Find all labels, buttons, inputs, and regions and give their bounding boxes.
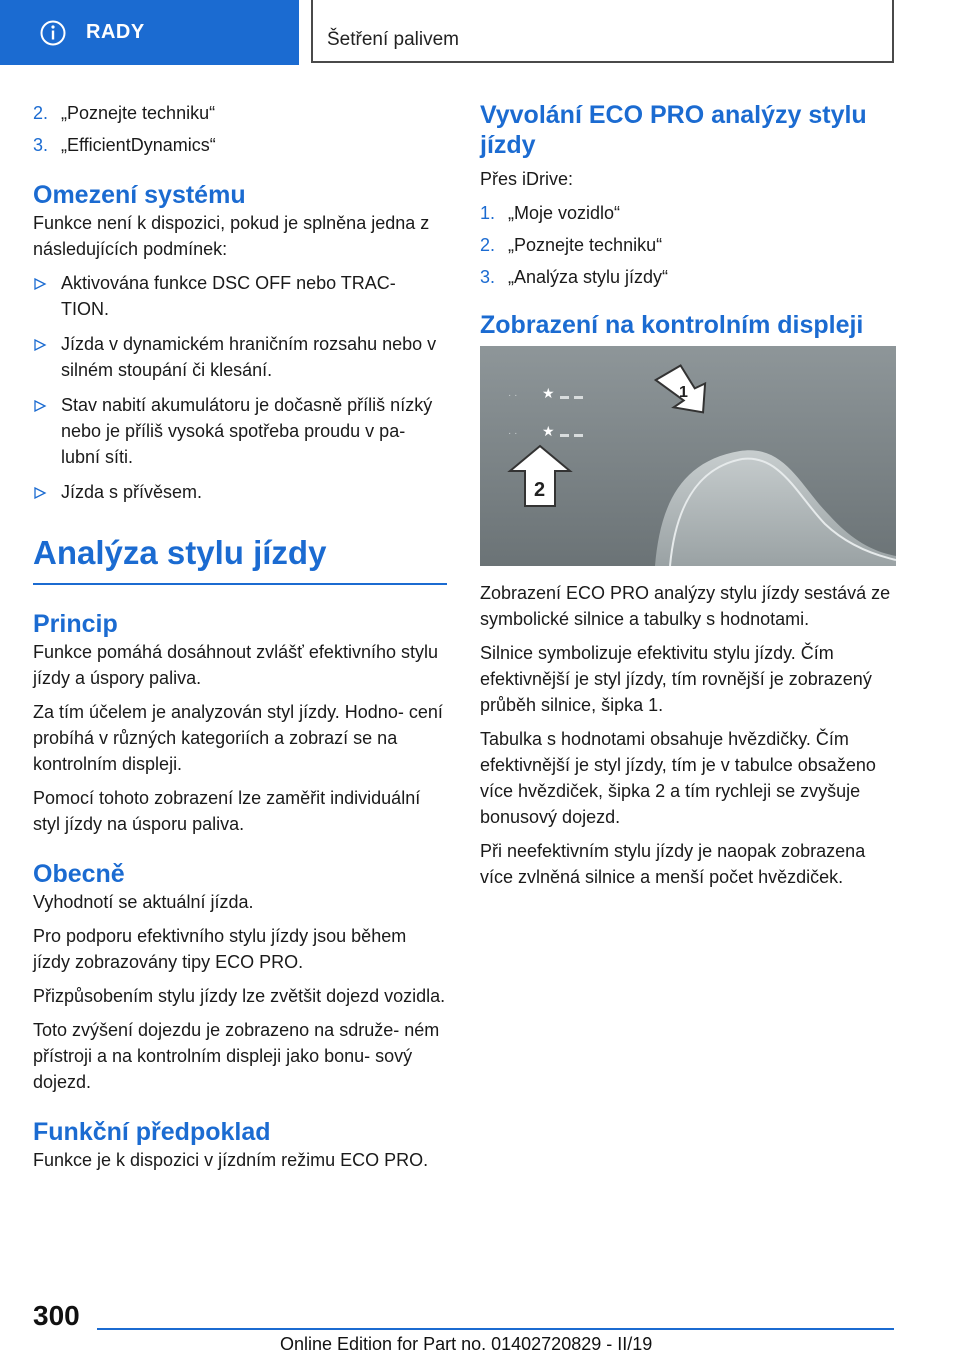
triangle-bullet-icon — [33, 339, 47, 351]
svg-text:2: 2 — [534, 479, 546, 501]
header-tab-label: RADY — [86, 21, 145, 43]
left-column — [33, 100, 447, 1181]
list-item: Aktivována funkce DSC OFF nebo TRAC‐ TION. — [33, 270, 447, 322]
heading-vyvolani: Vyvolání ECO PRO analýzy stylu jízdy — [480, 101, 867, 159]
section-rule — [33, 583, 447, 585]
svg-text:★: ★ — [542, 423, 555, 439]
eco-pro-display-figure — [480, 346, 896, 566]
section-title: Analýza stylu jízdy — [33, 534, 327, 571]
omezeni-list — [33, 270, 447, 505]
list-item: Jízda v dynamickém hraničním rozsahu nebo v silném stoupání či klesání. — [33, 331, 447, 383]
footer-edition: Online Edition for Part no. 01402720829 - II/19 — [280, 1334, 653, 1354]
svg-text:· ·: · · — [508, 390, 518, 401]
obecne-p2: Pro podporu efektivního stylu jízdy jsou během jízdy zobrazovány tipy ECO PRO. — [33, 926, 407, 972]
zobrazeni-p2: Silnice symbolizuje efektivitu stylu jízdy. Čím efektivnější je styl jízdy, tím rovnější je zobrazený průběh silnice, šipka 1. — [480, 643, 872, 715]
info-icon — [40, 20, 66, 46]
vyvolani-list — [480, 200, 896, 290]
triangle-bullet-icon — [33, 400, 47, 412]
heading-obecne: Obecně — [33, 860, 125, 888]
list-item: Jízda s přívěsem. — [33, 479, 447, 505]
list-item: 2. „Poznejte techniku“ — [480, 235, 663, 255]
header-tab-rady[interactable] — [0, 0, 299, 65]
top-numbered-list — [33, 100, 447, 158]
heading-princip: Princip — [33, 610, 118, 638]
obecne-p1: Vyhodnotí se aktuální jízda. — [33, 892, 254, 912]
zobrazeni-p1: Zobrazení ECO PRO analýzy stylu jízdy sestává ze symbolické silnice a tabulky s hodnotami. — [480, 583, 891, 629]
list-item: 3. „Analýza stylu jízdy“ — [480, 267, 669, 287]
right-column — [480, 100, 896, 898]
princip-p3: Pomocí tohoto zobrazení lze zaměřit individuální styl jízdy na úsporu paliva. — [33, 788, 421, 834]
page-number: 300 — [33, 1300, 80, 1331]
heading-omezeni: Omezení systému — [33, 181, 246, 209]
zobrazeni-p4: Při neefektivním stylu jízdy je naopak zobrazena více zvlněná silnice a menší počet hvězdiček. — [480, 841, 866, 887]
zobrazeni-p3: Tabulka s hodnotami obsahuje hvězdičky. Čím efektivnější je styl jízdy, tím je v tabulce obsaženo více hvězdiček, šipka 2 a tím rychleji se zvyšuje bonusový dojezd. — [480, 729, 876, 827]
list-item: 1. „Moje vozidlo“ — [480, 203, 621, 223]
princip-p1: Funkce pomáhá dosáhnout zvlášť efektivního stylu jízdy a úspory paliva. — [33, 642, 438, 688]
svg-text:★: ★ — [542, 385, 555, 401]
heading-zobrazeni: Zobrazení na kontrolním displeji — [480, 311, 864, 339]
heading-predpoklad: Funkční předpoklad — [33, 1118, 271, 1146]
list-item: 2. „Poznejte techniku“ — [33, 103, 216, 123]
list-item: Stav nabití akumulátoru je dočasně příliš nízký nebo je příliš vysoká spotřeba proudu v pa‐ lubní síti. — [33, 392, 447, 470]
triangle-bullet-icon — [33, 278, 47, 290]
predpoklad-p1: Funkce je k dispozici v jízdním režimu ECO PRO. — [33, 1150, 429, 1170]
obecne-p4: Toto zvýšení dojezdu je zobrazeno na sdruže‐ ném přístroji a na kontrolním displeji jako bonu‐ sový dojezd. — [33, 1020, 440, 1092]
footer-rule — [97, 1328, 894, 1330]
chapter-title: Šetření palivem — [327, 29, 460, 50]
list-item: 3. „EfficientDynamics“ — [33, 135, 216, 155]
omezeni-intro: Funkce není k dispozici, pokud je splněna jedna z následujících podmínek: — [33, 213, 430, 259]
svg-text:1: 1 — [679, 384, 688, 401]
obecne-p3: Přizpůsobením stylu jízdy lze zvětšit dojezd vozidla. — [33, 986, 446, 1006]
vyvolani-intro: Přes iDrive: — [480, 169, 574, 189]
header-title-box — [311, 0, 894, 63]
triangle-bullet-icon — [33, 487, 47, 499]
svg-text:· ·: · · — [508, 428, 518, 439]
princip-p2: Za tím účelem je analyzován styl jízdy. Hodno‐ cení probíhá v různých kategoriích a zobrazí se na kontrolním displeji. — [33, 702, 443, 774]
